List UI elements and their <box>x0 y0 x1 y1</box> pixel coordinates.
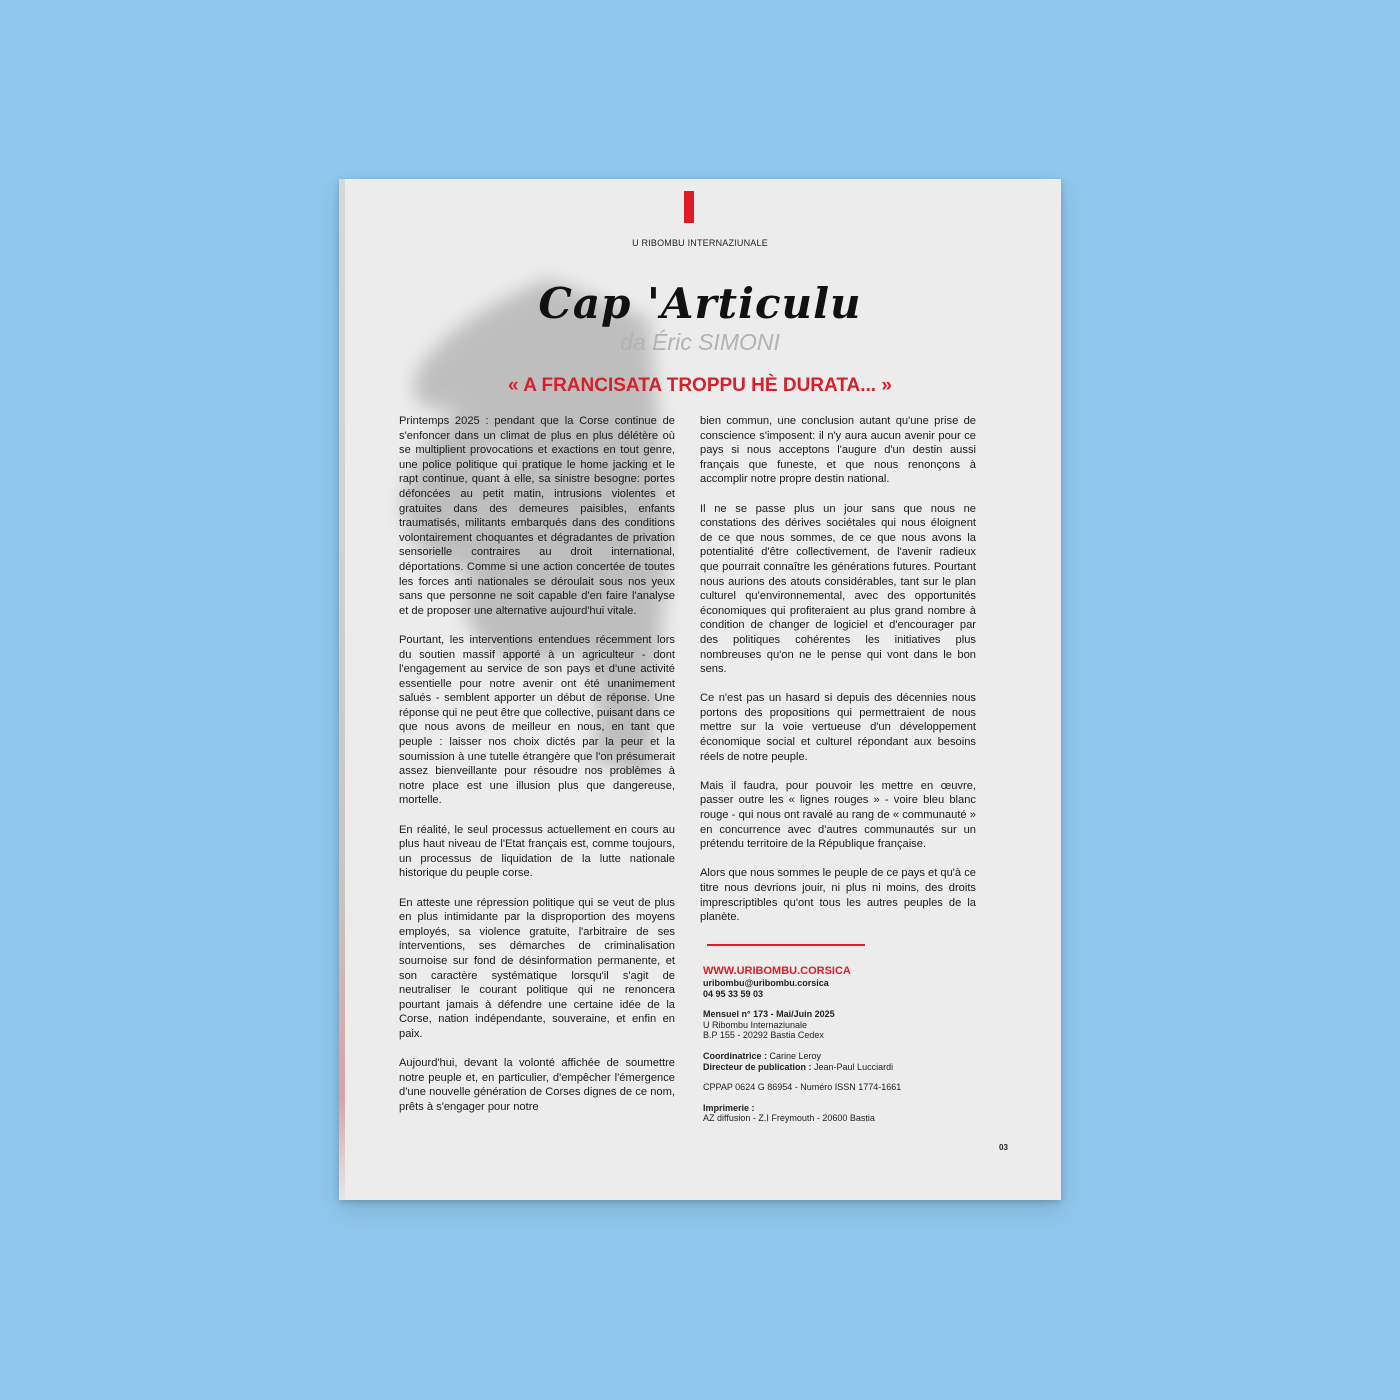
issue-info: Mensuel n° 173 - Mai/Juin 2025 <box>703 1009 835 1020</box>
paragraph: Ce n'est pas un hasard si depuis des décennies nous portons des propositions qui permettraient de nous mettre sur la voie vertueuse d'un développement économique social et culturel répondant aux besoins réels de notre peuple. <box>700 692 976 763</box>
paragraph: Printemps 2025 : pendant que la Corse continue de s'enfoncer dans un climat de plus en plus délétère où se multiplient provocations et exactions en tout genre, une police politique qui pratique le home jacking et le rapt continue, quant à elle, sa sinistre besogne: portes défoncées au petit matin, intrusions violentes et gratuites dans des demeures paisibles, enfants traumatisés, militants embarqués dans des conditions volontairement choquantes et dégradantes de privation sensorielle contraires au droit international, déportations. Comme si une action concertée de toutes les forces anti nationales se déroulait sous nos yeux sans que personne ne soit capable d'en faire l'analyse et de proposer une alternative aujourd'hui vitale. <box>399 415 675 617</box>
publisher-name: U Ribombu Internaziunale <box>703 1019 808 1030</box>
director-name: Jean-Paul Lucciardi <box>814 1061 894 1072</box>
paragraph: Mais il faudra, pour pouvoir les mettre en œuvre, passer outre les « lignes rouges » - voire bleu blanc rouge - qui nous ont ravalé au rang de « communauté » en concurrence avec d'autres communautés sur un prétendu territoire de la République française. <box>700 779 976 851</box>
page-number: 03 <box>999 1143 1008 1152</box>
article-headline: « A FRANCISATA TROPPU HÈ DURATA... » <box>508 375 892 396</box>
printer-info: AZ diffusion - Z.I Freymouth - 20600 Bastia <box>703 1113 875 1124</box>
article-column-left <box>399 414 675 1129</box>
email-address[interactable]: uribombu@uribombu.corsica <box>703 978 829 988</box>
column-title: Cap 'Articulu <box>538 279 862 328</box>
paragraph: Pourtant, les interventions entendues récemment lors du soutien massif apporté à un agriculteur - dont l'engagement au service de son pays et d'une activité essentielle pour notre avenir ont été unanimement salués - semblent apporter un début de réponse. Une réponse qui ne peut être que collective, puisant dans ce que nous avons de meilleur en nous, en tant que peuple : laisser nos choix dictés par la peur et la soumission à une tutelle étrangère que l'on présumerait assez bienveillante pour résoudre nos problèmes à notre place est une illusion plus que dangereuse, mortelle. <box>399 633 675 807</box>
magazine-page <box>339 179 1061 1200</box>
paragraph: Il ne se passe plus un jour sans que nous ne constations des dérives sociétales qui nous éloignent de ce que nous sommes, de ce que nous avons la potentialité d'être collectivement, de l'avenir radieux que pourrait connaître les générations futures. Pourtant nous aurions des atouts considérables, tant sur le plan culturel qu'environnemental, avec des opportunités économiques qui profiteraient au plus grand nombre à condition de changer de logiciel et d'encourager par des politiques cohérentes les initiatives plus nombreuses qu'on ne le pense qui vont dans le bon sens. <box>700 502 976 676</box>
cppap-info: CPPAP 0624 G 86954 - Numéro ISSN 1774-1661 <box>703 1082 902 1093</box>
section-marker <box>684 191 694 223</box>
printer-label: Imprimerie : <box>703 1102 755 1113</box>
website-link[interactable]: WWW.URIBOMBU.CORSICA <box>703 965 851 977</box>
paragraph: Aujourd'hui, devant la volonté affichée de soumettre notre peuple et, en particulier, d'empêcher l'émergence d'une nouvelle génération de Corses dignes de ce nom, prêts à s'engager pour notre <box>399 1057 675 1113</box>
author-byline: da Éric SIMONI <box>620 329 780 355</box>
rubric-label: U RIBOMBU INTERNAZIUNALE <box>632 238 768 248</box>
paragraph: En réalité, le seul processus actuellement en cours au plus haut niveau de l'Etat français est, comme toujours, un processus de liquidation de la lutte nationale historique du peuple corse. <box>399 823 675 880</box>
postal-address: B.P 155 - 20292 Bastia Cedex <box>703 1030 824 1041</box>
article-column-right <box>700 414 976 939</box>
paragraph: Alors que nous sommes le peuple de ce pays et qu'à ce titre nous devrions jouir, ni plus ni moins, des droits imprescriptibles qu'ont tous les autres peuples de la planète. <box>700 867 976 924</box>
colophon-divider <box>707 944 865 946</box>
colophon <box>703 965 1003 1124</box>
coordinator-name: Carine Leroy <box>769 1050 822 1061</box>
paragraph: En atteste une répression politique qui se veut de plus en plus intimidante par la disproportion des moyens employés, sa violence gratuite, l'arbitraire de ses interventions, ses démarches de criminalisation sournoise sur fond de désinformation permanente, et son caractère systématique lorsqu'il s'agit de neutraliser le courant politique qui ne renoncera pourtant jamais à défendre une certaine idée de la Corse, nation indépendante, souveraine, et enfin en paix. <box>399 896 675 1040</box>
phone-number: 04 95 33 59 03 <box>703 988 764 999</box>
coordinator-label: Coordinatrice : <box>703 1050 768 1061</box>
paragraph: bien commun, une conclusion autant qu'une prise de conscience s'imposent: il n'y aura aucun avenir pour ce pays si nous acceptons l'augure d'un destin aussi français que funeste, et que nous renonçons à accomplir notre propre destin national. <box>700 415 976 486</box>
director-label: Directeur de publication : <box>703 1061 812 1072</box>
